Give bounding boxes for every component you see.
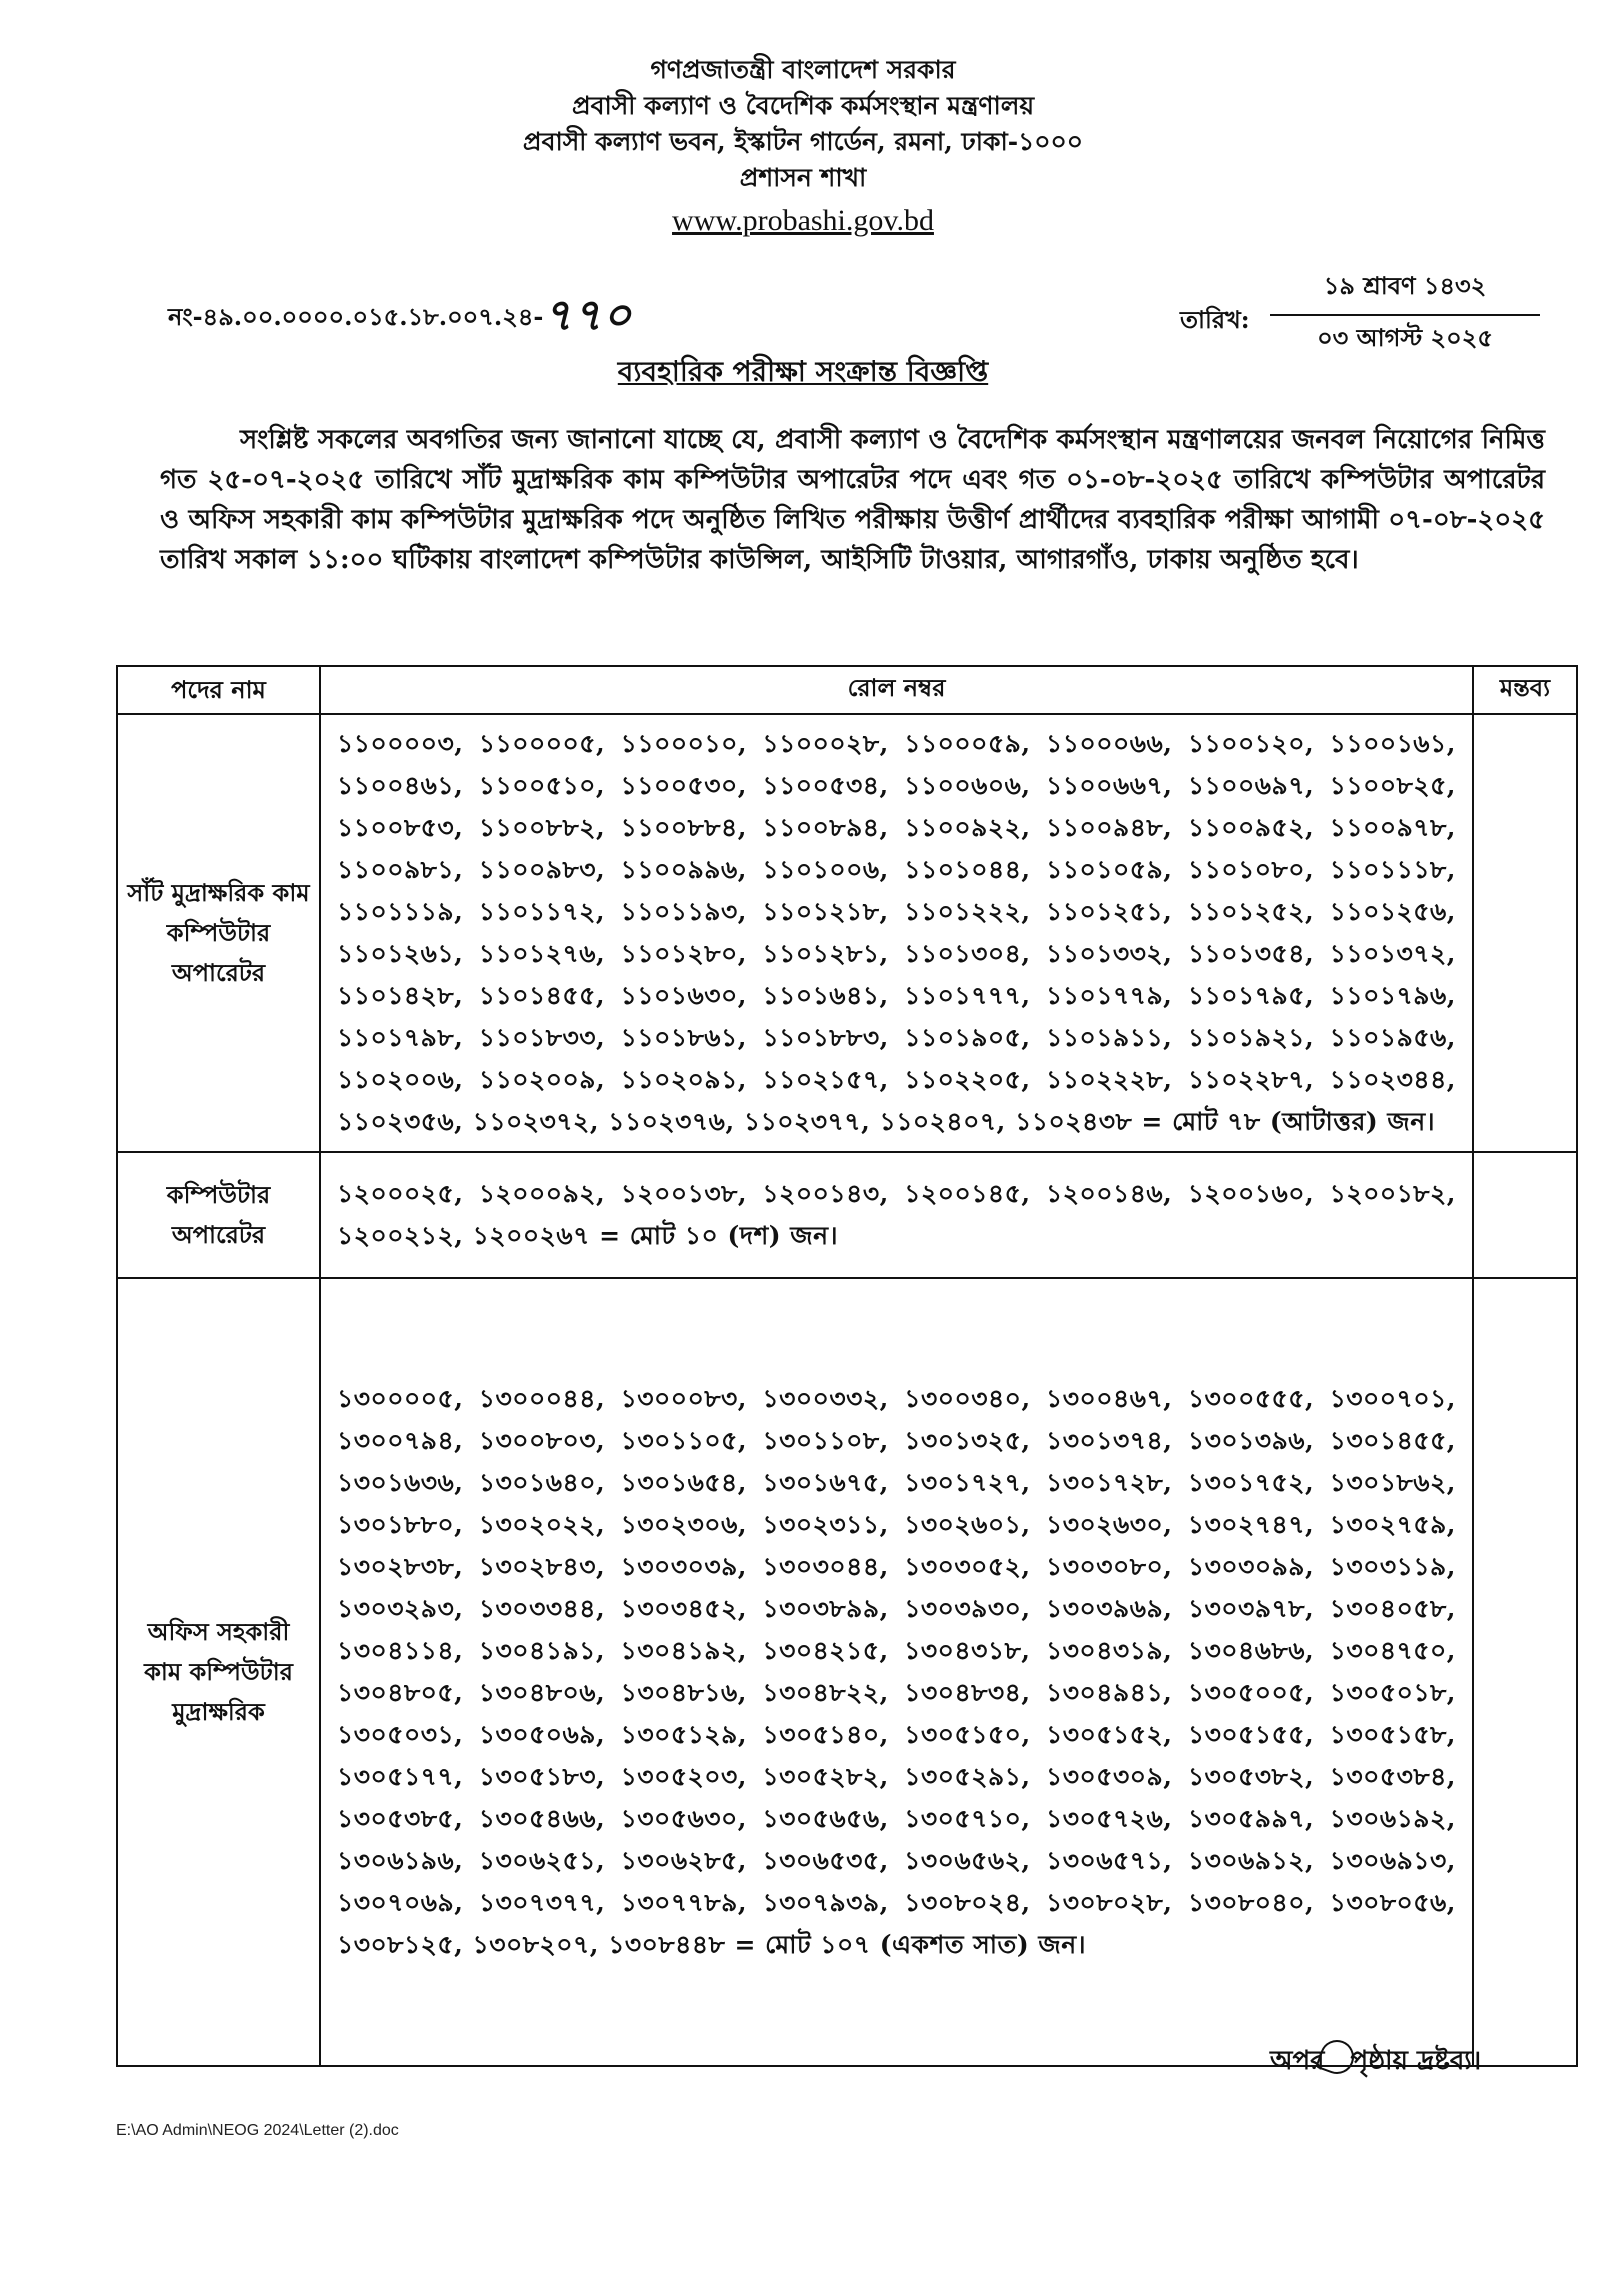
letterhead bbox=[0, 52, 1606, 244]
table-row bbox=[117, 1152, 1577, 1278]
roll-number-table bbox=[116, 665, 1578, 2067]
date-label: তারিখ: bbox=[1180, 305, 1250, 334]
subject-heading bbox=[0, 350, 1606, 397]
post-name: কম্পিউটার অপারেটর bbox=[117, 1152, 320, 1278]
branch-name: প্রশাসন শাখা bbox=[739, 163, 867, 192]
ministry-address: প্রবাসী কল্যাণ ভবন, ইস্কাটন গার্ডেন, রমনা, ঢাকা-১০০০ bbox=[522, 127, 1084, 156]
remark-cell bbox=[1473, 1152, 1577, 1278]
memo-number bbox=[168, 282, 632, 355]
roll-list: ১১০০০০৩, ১১০০০০৫, ১১০০০১০, ১১০০০২৮, ১১০০০৫৯, ১১০০০৬৬, ১১০০১২০, ১১০০১৬১, ১১০০৪৬১, ১১০০৫১০, ১১০০৫৩০, ১১০০৫৩৪, ১১০০৬০৬, ১১০০৬৬৭, ১১০০৬৯৭, ১১০০৮২৫, ১১০০৮৫৩, ১১০০৮৮২, ১১০০৮৮৪, ১১০০৮৯৪, ১১০০৯২২, ১১০০৯৪৮, ১১০০৯৫২, ১১০০৯৭৮, ১১০০৯৮১, ১১০০৯৮৩, ১১০০৯৯৬, ১১০১০০৬, ১১০১০৪৪, ১১০১০৫৯, ১১০১০৮০, ১১০১১১৮, ১১০১১১৯, ১১০১১৭২, ১১০১১৯৩, ১১০১২১৮, ১১০১২২২, ১১০১২৫১, ১১০১২৫২, ১১০১২৫৬, ১১০১২৬১, ১১০১২৭৬, ১১০১২৮০, ১১০১২৮১, ১১০১৩০৪, ১১০১৩৩২, ১১০১৩৫৪, ১১০১৩৭২, ১১০১৪২৮, ১১০১৪৫৫, ১১০১৬৩০, ১১০১৬৪১, ১১০১৭৭৭, ১১০১৭৭৯, ১১০১৭৯৫, ১১০১৭৯৬, ১১০১৭৯৮, ১১০১৮৩৩, ১১০১৮৬১, ১১০১৮৮৩, ১১০১৯০৫, ১১০১৯১১, ১১০১৯২১, ১১০১৯৫৬, ১১০২০০৬, ১১০২০০৯, ১১০২০৯১, ১১০২১৫৭, ১১০২২০৫, ১১০২২২৮, ১১০২২৮৭, ১১০২৩৪৪, ১১০২৩৫৬, ১১০২৩৭২, ১১০২৩৭৬, ১১০২৩৭৭, ১১০২৪০৭, ১১০২৪৩৮ = মোট ৭৮ (আটাত্তর) জন। bbox=[320, 714, 1473, 1152]
date-english: ০৩ আগস্ট ২০২৫ bbox=[1317, 323, 1493, 352]
memo-handwritten-number: ৭৭০ bbox=[543, 290, 633, 341]
remark-cell bbox=[1473, 1278, 1577, 2066]
file-path: E:\AO Admin\NEOG 2024\Letter (2).doc bbox=[116, 2122, 399, 2139]
header-post: পদের নাম bbox=[117, 666, 320, 714]
subject-text: ব্যবহারিক পরীক্ষা সংক্রান্ত বিজ্ঞপ্তি bbox=[617, 355, 989, 388]
post-name: অফিস সহকারী কাম কম্পিউটার মুদ্রাক্ষরিক bbox=[117, 1278, 320, 2066]
govt-name: গণপ্রজাতন্ত্রী বাংলাদেশ সরকার bbox=[650, 55, 956, 84]
table-row bbox=[117, 1278, 1577, 2066]
table-row bbox=[117, 714, 1577, 1152]
notice-body: সংশ্লিষ্ট সকলের অবগতির জন্য জানানো যাচ্ছে যে, প্রবাসী কল্যাণ ও বৈদেশিক কর্মসংস্থান মন্ত্রণালয়ের জনবল নিয়োগের নিমিত্ত গত ২৫-০৭-২০২৫ তারিখে সাঁট মুদ্রাক্ষরিক কাম কম্পিউটার অপারেটর পদে এবং গত ০১-০৮-২০২৫ তারিখে কম্পিউটার অপারেটর ও অফিস সহকারী কাম কম্পিউটার মুদ্রাক্ষরিক পদে অনুষ্ঠিত লিখিত পরীক্ষায় উত্তীর্ণ প্রার্থীদের ব্যবহারিক পরীক্ষা আগামী ০৭-০৮-২০২৫ তারিখ সকাল ১১:০০ ঘটিকায় বাংলাদেশ কম্পিউটার কাউন্সিল, আইসিটি টাওয়ার, আগারগাঁও, ঢাকায় অনুষ্ঠিত হবে। bbox=[160, 425, 1545, 575]
continued-note-before: অপর bbox=[1270, 2046, 1325, 2076]
header-roll: রোল নম্বর bbox=[320, 666, 1473, 714]
date-bangla: ১৯ শ্রাবণ ১৪৩২ bbox=[1270, 268, 1540, 316]
remark-cell bbox=[1473, 714, 1577, 1152]
ministry-name: প্রবাসী কল্যাণ ও বৈদেশিক কর্মসংস্থান মন্ত্রণালয় bbox=[571, 91, 1035, 120]
header-remark: মন্তব্য bbox=[1473, 666, 1577, 714]
website-link[interactable]: www.probashi.gov.bd bbox=[672, 204, 934, 237]
roll-list: ১২০০০২৫, ১২০০০৯২, ১২০০১৩৮, ১২০০১৪৩, ১২০০১৪৫, ১২০০১৪৬, ১২০০১৬০, ১২০০১৮২, ১২০০২১২, ১২০০২৬৭ = মোট ১০ (দশ) জন। bbox=[320, 1152, 1473, 1278]
memo-number-text: নং-৪৯.০০.০০০০.০১৫.১৮.০০৭.২৪- bbox=[168, 302, 544, 331]
table-header-row bbox=[117, 666, 1577, 714]
post-name: সাঁট মুদ্রাক্ষরিক কাম কম্পিউটার অপারেটর bbox=[117, 714, 320, 1152]
continued-note bbox=[1270, 2040, 1481, 2084]
roll-list: ১৩০০০০৫, ১৩০০০৪৪, ১৩০০০৮৩, ১৩০০৩৩২, ১৩০০৩৪০, ১৩০০৪৬৭, ১৩০০৫৫৫, ১৩০০৭০১, ১৩০০৭৯৪, ১৩০০৮০৩, ১৩০১১০৫, ১৩০১১০৮, ১৩০১৩২৫, ১৩০১৩৭৪, ১৩০১৩৯৬, ১৩০১৪৫৫, ১৩০১৬৩৬, ১৩০১৬৪০, ১৩০১৬৫৪, ১৩০১৬৭৫, ১৩০১৭২৭, ১৩০১৭২৮, ১৩০১৭৫২, ১৩০১৮৬২, ১৩০১৮৮০, ১৩০২০২২, ১৩০২৩০৬, ১৩০২৩১১, ১৩০২৬০১, ১৩০২৬৩০, ১৩০২৭৪৭, ১৩০২৭৫৯, ১৩০২৮৩৮, ১৩০২৮৪৩, ১৩০৩০৩৯, ১৩০৩০৪৪, ১৩০৩০৫২, ১৩০৩০৮০, ১৩০৩০৯৯, ১৩০৩১১৯, ১৩০৩২৯৩, ১৩০৩৩৪৪, ১৩০৩৪৫২, ১৩০৩৮৯৯, ১৩০৩৯৩০, ১৩০৩৯৬৯, ১৩০৩৯৭৮, ১৩০৪০৫৮, ১৩০৪১১৪, ১৩০৪১৯১, ১৩০৪১৯২, ১৩০৪২১৫, ১৩০৪৩১৮, ১৩০৪৩১৯, ১৩০৪৬৮৬, ১৩০৪৭৫০, ১৩০৪৮০৫, ১৩০৪৮০৬, ১৩০৪৮১৬, ১৩০৪৮২২, ১৩০৪৮৩৪, ১৩০৪৯৪১, ১৩০৫০০৫, ১৩০৫০১৮, ১৩০৫০৩১, ১৩০৫০৬৯, ১৩০৫১২৯, ১৩০৫১৪০, ১৩০৫১৫০, ১৩০৫১৫২, ১৩০৫১৫৫, ১৩০৫১৫৮, ১৩০৫১৭৭, ১৩০৫১৮৩, ১৩০৫২০৩, ১৩০৫২৮২, ১৩০৫২৯১, ১৩০৫৩০৯, ১৩০৫৩৮২, ১৩০৫৩৮৪, ১৩০৫৩৮৫, ১৩০৫৪৬৬, ১৩০৫৬৩০, ১৩০৫৬৫৬, ১৩০৫৭১০, ১৩০৫৭২৬, ১৩০৫৯৯৭, ১৩০৬১৯২, ১৩০৬১৯৬, ১৩০৬২৫১, ১৩০৬২৮৫, ১৩০৬৫৩৫, ১৩০৬৫৬২, ১৩০৬৫৭১, ১৩০৬৯১২, ১৩০৬৯১৩, ১৩০৭০৬৯, ১৩০৭৩৭৭, ১৩০৭৭৮৯, ১৩০৭৯৩৯, ১৩০৮০২৪, ১৩০৮০২৮, ১৩০৮০৪০, ১৩০৮০৫৬, ১৩০৮১২৫, ১৩০৮২০৭, ১৩০৮৪৪৮ = মোট ১০৭ (একশত সাত) জন। bbox=[320, 1278, 1473, 2066]
continued-note-after: পৃষ্ঠায় দ্রষ্টব্য। bbox=[1350, 2046, 1482, 2076]
